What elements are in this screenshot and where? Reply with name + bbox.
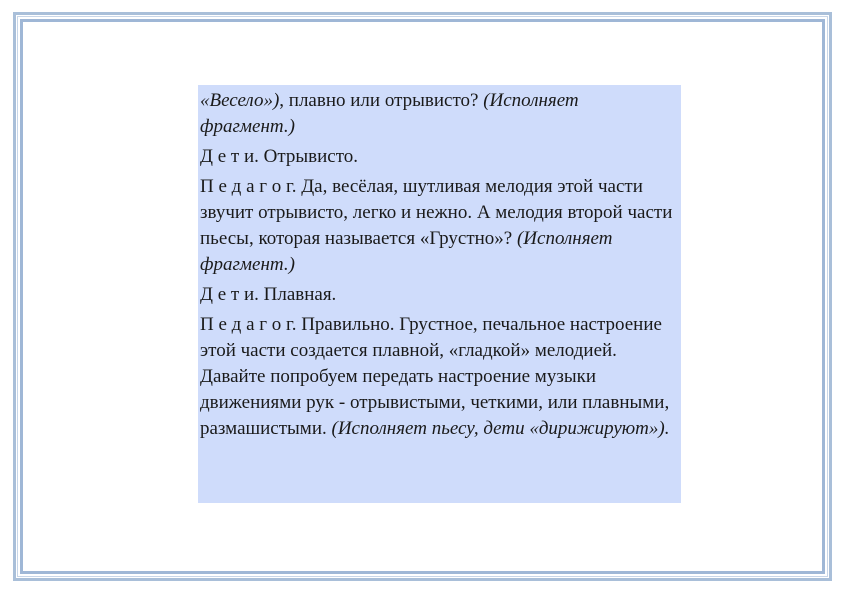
paragraph-question xyxy=(200,88,678,140)
text-segment: Д е т и. Плавная. xyxy=(200,284,337,305)
text-segment: П е д а г о г. Да, весёлая, шутливая мелодия этой части звучит отрывисто, легко и нежно. А мелодия второй части пьесы, которая называется «Грустно»? xyxy=(200,176,673,249)
paragraph-children-answer-2 xyxy=(200,282,678,308)
paragraph-children-answer-1 xyxy=(200,144,678,170)
text-block xyxy=(198,85,681,503)
text-segment: П е д а г о г. Правильно. Грустное, печальное настроение этой части создается плавной, «гладкой» мелодией. Давайте попробуем передать настроение музыки движениями рук - отрывистыми, четкими, или плавными, размашистыми. xyxy=(200,314,670,439)
text-segment: (Исполняет пьесу, дети «дирижируют»). xyxy=(331,418,670,439)
paragraph-teacher-1 xyxy=(200,174,678,278)
text-segment: (Исполняет фрагмент.) xyxy=(200,90,579,137)
text-segment: Д е т и. Отрывисто. xyxy=(200,146,359,167)
text-segment: «Весело») xyxy=(200,90,280,111)
text-segment: , плавно или отрывисто? xyxy=(279,90,484,111)
paragraph-teacher-2 xyxy=(200,312,678,442)
text-segment: (Исполняет фрагмент.) xyxy=(200,228,613,275)
